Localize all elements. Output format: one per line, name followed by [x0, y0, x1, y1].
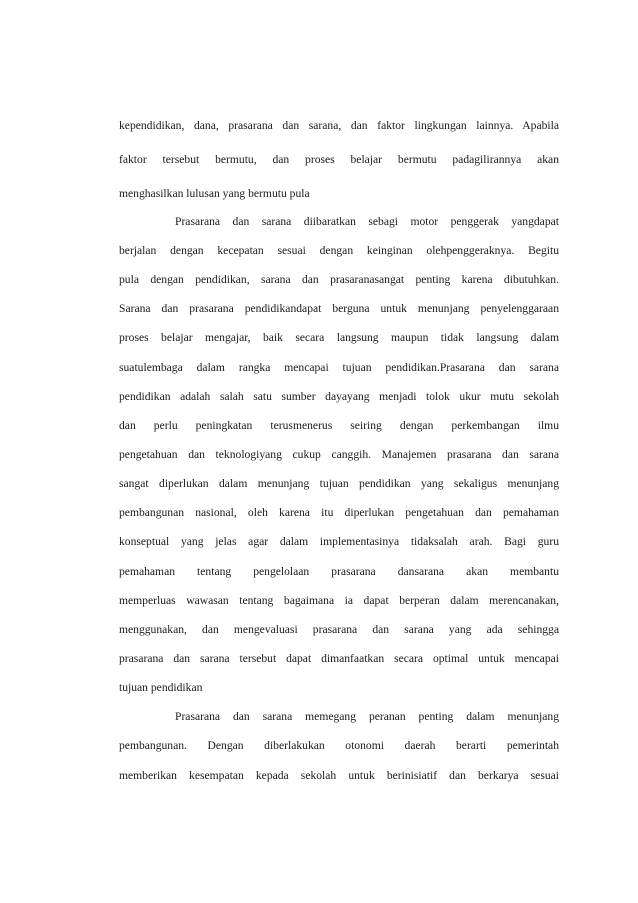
- text-line: pembangunan nasional, oleh karena itu diperlukan pengetahuan dan pemahaman: [119, 506, 559, 519]
- text-line: berjalan dengan kecepatan sesuai dengan keinginan olehpenggeraknya. Begitu: [119, 244, 559, 257]
- text-line: menggunakan, dan mengevaluasi prasarana dan sarana yang ada sehingga: [119, 623, 559, 636]
- text-line: pembangunan. Dengan diberlakukan otonomi daerah berarti pemerintah: [119, 739, 559, 752]
- text-line: faktor tersebut bermutu, dan proses belajar bermutu padagilirannya akan: [119, 153, 559, 166]
- text-line: memperluas wawasan tentang bagaimana ia dapat berperan dalam merencanakan,: [119, 594, 559, 607]
- text-line: pemahaman tentang pengelolaan prasarana dansarana akan membantu: [119, 565, 559, 578]
- text-line: pengetahuan dan teknologiyang cukup canggih. Manajemen prasarana dan sarana: [119, 448, 559, 461]
- text-line: pendidikan adalah salah satu sumber dayayang menjadi tolok ukur mutu sekolah: [119, 390, 559, 403]
- text-line: pula dengan pendidikan, sarana dan prasaranasangat penting karena dibutuhkan.: [119, 273, 559, 286]
- text-line: suatulembaga dalam rangka mencapai tujuan pendidikan.Prasarana dan sarana: [119, 361, 559, 374]
- text-line: sangat diperlukan dalam menunjang tujuan pendidikan yang sekaligus menunjang: [119, 477, 559, 490]
- text-line: proses belajar mengajar, baik secara langsung maupun tidak langsung dalam: [119, 331, 559, 344]
- paragraph-first-line: Prasarana dan sarana diibaratkan sebagi motor penggerak yangdapat: [175, 215, 559, 228]
- text-line: menghasilkan lulusan yang bermutu pula: [119, 187, 310, 200]
- text-line: prasarana dan sarana tersebut dapat dimanfaatkan secara optimal untuk mencapai: [119, 652, 559, 665]
- text-line: memberikan kesempatan kepada sekolah untuk berinisiatif dan berkarya sesuai: [119, 769, 559, 782]
- text-line: konseptual yang jelas agar dalam implementasinya tidaksalah arah. Bagi guru: [119, 535, 559, 548]
- text-line: dan perlu peningkatan terusmenerus seiring dengan perkembangan ilmu: [119, 419, 559, 432]
- text-line: Sarana dan prasarana pendidikandapat berguna untuk menunjang penyelenggaraan: [119, 302, 559, 315]
- text-line: kependidikan, dana, prasarana dan sarana, dan faktor lingkungan lainnya. Apabila: [119, 119, 559, 132]
- paragraph-first-line: Prasarana dan sarana memegang peranan penting dalam menunjang: [175, 710, 559, 723]
- text-line: tujuan pendidikan: [119, 681, 203, 694]
